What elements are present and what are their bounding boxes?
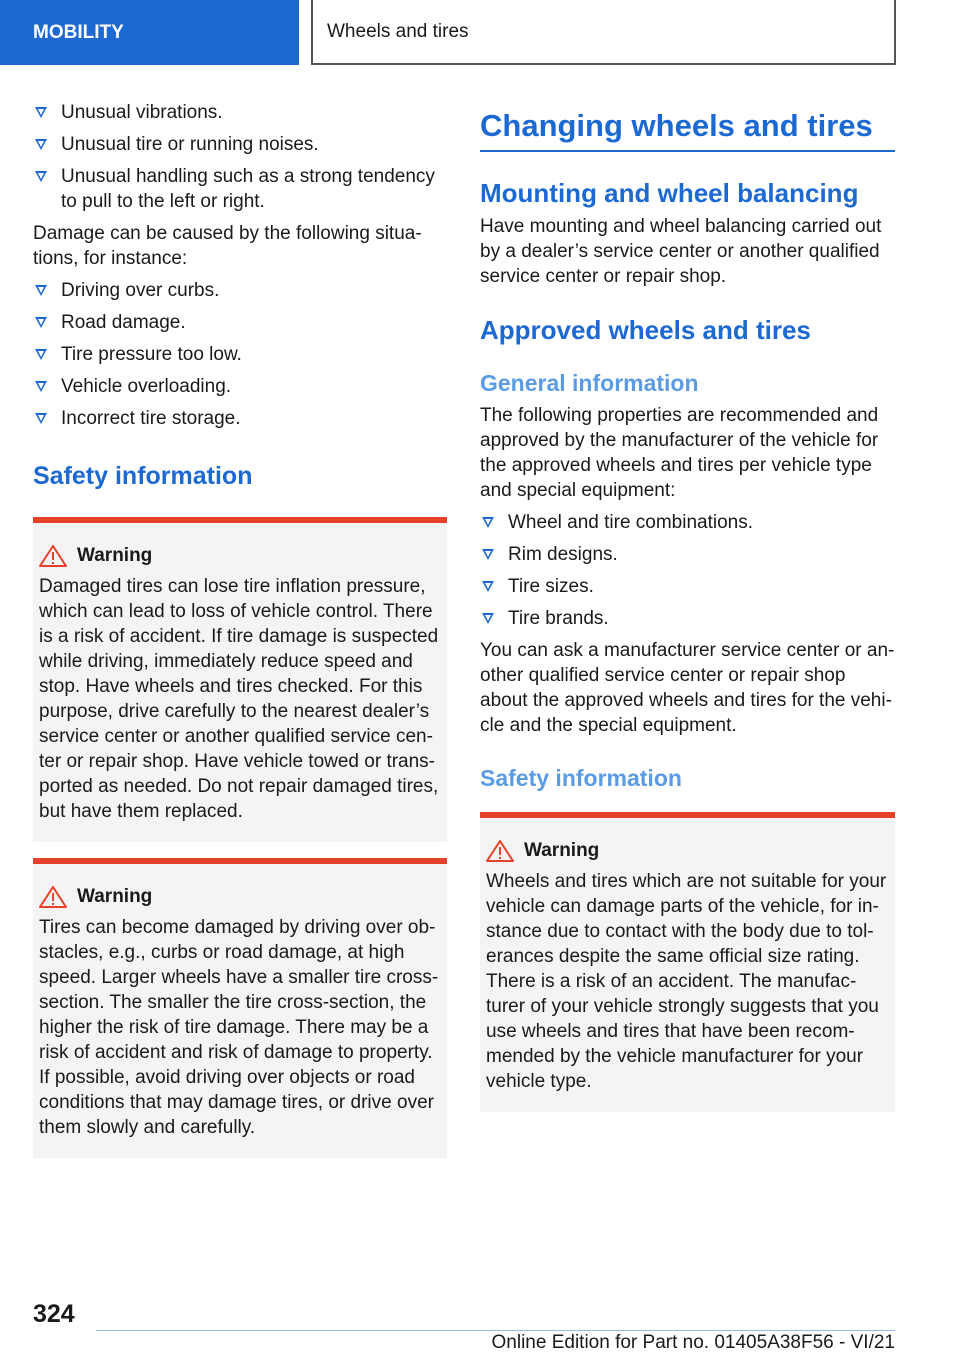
footer-divider <box>96 1330 895 1331</box>
mounting-heading: Mounting and wheel balancing <box>480 178 859 208</box>
left-column <box>33 100 447 1174</box>
warning-text: Wheels and tires which are not suitable for your vehicle can damage parts of the vehicle, for in-stance due to contact with the body due to tol-erances despite the same official size rating. There is a risk of an accident. The manufac-turer of your vehicle strongly suggests that you use wheels and tires that have been recom-mended by the vehicle manufacturer for your vehicle type. <box>486 871 887 1092</box>
list-item: Road damage. <box>33 310 447 335</box>
warning-box <box>480 812 895 1112</box>
right-column <box>480 100 895 1128</box>
warning-title: Warning <box>486 838 889 863</box>
safety-heading-left: Safety information <box>33 462 253 490</box>
symptom-list <box>33 100 447 214</box>
triangle-bullet-icon <box>482 549 494 560</box>
main-heading: Changing wheels and tires <box>480 106 895 152</box>
list-item: Unusual handling such as a strong tendency to pull to the left or right. <box>33 164 447 214</box>
triangle-bullet-icon <box>35 317 47 328</box>
list-item: Tire pressure too low. <box>33 342 447 367</box>
damage-intro: Damage can be caused by the following situa-tions, for instance: <box>33 223 422 269</box>
triangle-bullet-icon <box>35 413 47 424</box>
warning-title: Warning <box>39 543 441 568</box>
safety-heading-right: Safety information <box>480 765 682 791</box>
list-item: Unusual vibrations. <box>33 100 447 125</box>
general-info-text: The following properties are recommended and approved by the manufacturer of the vehicle for the approved wheels and tires per vehicle type and special equipment: <box>480 405 879 501</box>
warning-text: Damaged tires can lose tire inflation pressure, which can lead to loss of vehicle control. There is a risk of accident. If tire damage is suspected while driving, immediately reduce speed and stop. Have wheels and tires checked. For this purpose, drive carefully to the nearest dealer’s service center or another qualified service cen-ter or repair shop. Have vehicle towed or trans-ported as needed. Do not repair damaged tires, but have them replaced. <box>39 576 439 822</box>
warning-triangle-icon <box>39 886 67 908</box>
warning-box <box>33 517 447 842</box>
warning-title: Warning <box>39 884 441 909</box>
warning-box <box>33 858 447 1158</box>
approved-heading: Approved wheels and tires <box>480 315 811 345</box>
header-section-label: MOBILITY <box>0 0 299 65</box>
triangle-bullet-icon <box>482 581 494 592</box>
list-item: Wheel and tire combinations. <box>480 510 895 535</box>
list-item: Tire sizes. <box>480 574 895 599</box>
list-item: Rim designs. <box>480 542 895 567</box>
list-item: Driving over curbs. <box>33 278 447 303</box>
triangle-bullet-icon <box>35 381 47 392</box>
triangle-bullet-icon <box>35 285 47 296</box>
triangle-bullet-icon <box>35 107 47 118</box>
triangle-bullet-icon <box>35 349 47 360</box>
approved-properties-list <box>480 510 895 631</box>
list-item: Unusual tire or running noises. <box>33 132 447 157</box>
triangle-bullet-icon <box>482 613 494 624</box>
ask-service-text: You can ask a manufacturer service center or an-other qualified service center or repair shop about the approved wheels and tires for the vehi-cle and the special equipment. <box>480 640 895 736</box>
general-info-heading: General information <box>480 370 699 396</box>
triangle-bullet-icon <box>35 139 47 150</box>
list-item: Tire brands. <box>480 606 895 631</box>
warning-text: Tires can become damaged by driving over ob-stacles, e.g., curbs or road damage, at high speed. Larger wheels have a smaller tire cross-section. The smaller the tire cross-section, the higher the risk of tire damage. There may be a risk of accident and risk of damage to property. If possible, avoid driving over objects or road conditions that may damage tires, or drive over them slowly and carefully. <box>39 917 439 1138</box>
page-number: 324 <box>33 1300 75 1328</box>
warning-triangle-icon <box>39 545 67 567</box>
warning-triangle-icon <box>486 840 514 862</box>
list-item: Vehicle overloading. <box>33 374 447 399</box>
header-chapter-title: Wheels and tires <box>311 0 896 65</box>
triangle-bullet-icon <box>35 171 47 182</box>
mounting-text: Have mounting and wheel balancing carried out by a dealer’s service center or another qualified service center or repair shop. <box>480 216 882 287</box>
triangle-bullet-icon <box>482 517 494 528</box>
list-item: Incorrect tire storage. <box>33 406 447 431</box>
damage-cause-list <box>33 278 447 431</box>
footer-edition: Online Edition for Part no. 01405A38F56 - VI/21 <box>491 1332 895 1353</box>
